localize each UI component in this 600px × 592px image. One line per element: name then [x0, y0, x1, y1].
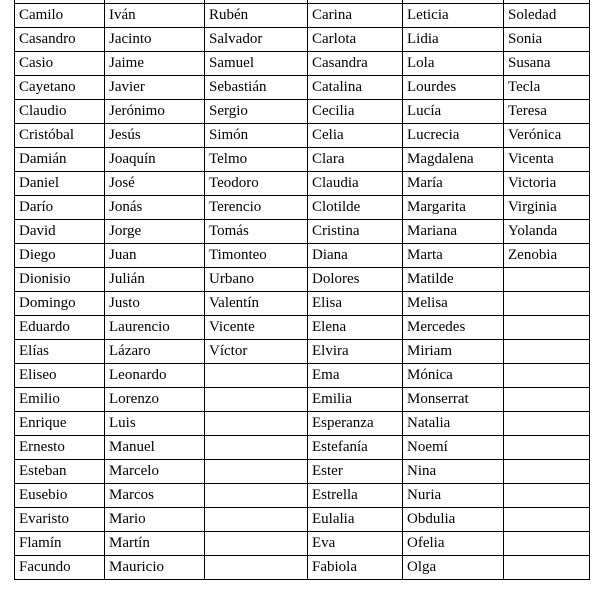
table-cell: Luis: [105, 412, 205, 436]
table-cell: Cristóbal: [15, 124, 105, 148]
table-cell: Monserrat: [403, 388, 504, 412]
table-cell: Tomás: [205, 220, 308, 244]
table-cell: Darío: [15, 196, 105, 220]
table-cell: Leticia: [403, 4, 504, 28]
table-row: [15, 556, 590, 580]
table-cell: Mario: [105, 508, 205, 532]
table-cell: [205, 532, 308, 556]
table-cell: Casio: [15, 52, 105, 76]
table-cell: [504, 316, 590, 340]
table-cell: Vicenta: [504, 148, 590, 172]
table-cell: Eliseo: [15, 364, 105, 388]
table-cell: Elías: [15, 340, 105, 364]
names-table-body: [15, 0, 590, 580]
table-cell: Clotilde: [308, 196, 403, 220]
table-cell: Elena: [308, 316, 403, 340]
table-row: [15, 364, 590, 388]
table-cell: Martín: [105, 532, 205, 556]
table-cell: Lucrecia: [403, 124, 504, 148]
table-cell: Rubén: [205, 4, 308, 28]
table-cell: [504, 508, 590, 532]
table-cell: Sonia: [504, 28, 590, 52]
table-cell: Justo: [105, 292, 205, 316]
table-row: [15, 100, 590, 124]
table-cell: [504, 484, 590, 508]
table-cell: Dionisio: [15, 268, 105, 292]
table-cell: Virginia: [504, 196, 590, 220]
table-row: [15, 220, 590, 244]
table-cell: Zenobia: [504, 244, 590, 268]
table-cell: [205, 460, 308, 484]
table-cell: [504, 388, 590, 412]
table-cell: Casandro: [15, 28, 105, 52]
table-cell: [504, 460, 590, 484]
table-cell: Timonteo: [205, 244, 308, 268]
table-cell: Damián: [15, 148, 105, 172]
table-cell: Melisa: [403, 292, 504, 316]
table-cell: Clara: [308, 148, 403, 172]
table-cell: Esperanza: [308, 412, 403, 436]
table-cell: Miriam: [403, 340, 504, 364]
table-cell: [504, 340, 590, 364]
table-cell: Soledad: [504, 4, 590, 28]
table-cell: Lidia: [403, 28, 504, 52]
table-cell: Susana: [504, 52, 590, 76]
table-cell: [205, 484, 308, 508]
table-cell: Nina: [403, 460, 504, 484]
table-cell: Valentín: [205, 292, 308, 316]
table-cell: Jerónimo: [105, 100, 205, 124]
table-row: [15, 292, 590, 316]
table-cell: José: [105, 172, 205, 196]
table-cell: [205, 364, 308, 388]
table-cell: Esteban: [15, 460, 105, 484]
table-cell: Eusebio: [15, 484, 105, 508]
table-row: [15, 76, 590, 100]
table-cell: Enrique: [15, 412, 105, 436]
table-cell: Estrella: [308, 484, 403, 508]
table-cell: Javier: [105, 76, 205, 100]
table-cell: Jacinto: [105, 28, 205, 52]
table-row: [15, 172, 590, 196]
table-cell: [504, 556, 590, 580]
table-cell: Lázaro: [105, 340, 205, 364]
table-cell: Mariana: [403, 220, 504, 244]
table-cell: Eulalia: [308, 508, 403, 532]
table-row: [15, 4, 590, 28]
table-cell: [504, 268, 590, 292]
table-cell: Eva: [308, 532, 403, 556]
table-cell: Victoria: [504, 172, 590, 196]
table-row: [15, 508, 590, 532]
table-cell: Jorge: [105, 220, 205, 244]
table-cell: Flamín: [15, 532, 105, 556]
table-cell: David: [15, 220, 105, 244]
table-row: [15, 268, 590, 292]
table-cell: Mercedes: [403, 316, 504, 340]
table-cell: Telmo: [205, 148, 308, 172]
table-cell: [205, 556, 308, 580]
table-cell: Diana: [308, 244, 403, 268]
table-cell: [504, 412, 590, 436]
table-cell: Marta: [403, 244, 504, 268]
table-cell: [205, 508, 308, 532]
table-cell: Fabiola: [308, 556, 403, 580]
table-cell: Mauricio: [105, 556, 205, 580]
table-row: [15, 196, 590, 220]
table-row: [15, 28, 590, 52]
table-cell: Marcelo: [105, 460, 205, 484]
table-cell: Evaristo: [15, 508, 105, 532]
table-cell: Salvador: [205, 28, 308, 52]
table-cell: María: [403, 172, 504, 196]
table-cell: Lorenzo: [105, 388, 205, 412]
table-cell: Marcos: [105, 484, 205, 508]
table-cell: Teodoro: [205, 172, 308, 196]
table-cell: Facundo: [15, 556, 105, 580]
table-cell: Camilo: [15, 4, 105, 28]
table-row: [15, 148, 590, 172]
table-cell: Lucía: [403, 100, 504, 124]
table-cell: Jesús: [105, 124, 205, 148]
table-cell: Estefanía: [308, 436, 403, 460]
table-cell: [205, 412, 308, 436]
table-cell: Julián: [105, 268, 205, 292]
table-cell: Mónica: [403, 364, 504, 388]
table-cell: Joaquín: [105, 148, 205, 172]
table-cell: Samuel: [205, 52, 308, 76]
table-cell: [504, 292, 590, 316]
table-cell: Jaime: [105, 52, 205, 76]
table-row: [15, 532, 590, 556]
table-cell: Yolanda: [504, 220, 590, 244]
table-cell: Ofelia: [403, 532, 504, 556]
table-cell: [205, 388, 308, 412]
table-cell: Vicente: [205, 316, 308, 340]
table-cell: Juan: [105, 244, 205, 268]
table-cell: Magdalena: [403, 148, 504, 172]
table-cell: Sebastián: [205, 76, 308, 100]
table-row: [15, 460, 590, 484]
table-cell: Cecilia: [308, 100, 403, 124]
table-cell: Olga: [403, 556, 504, 580]
table-cell: Domingo: [15, 292, 105, 316]
table-row: [15, 388, 590, 412]
table-cell: Lourdes: [403, 76, 504, 100]
table-cell: [504, 436, 590, 460]
table-cell: Iván: [105, 4, 205, 28]
table-cell: Tecla: [504, 76, 590, 100]
table-row: [15, 484, 590, 508]
table-cell: Catalina: [308, 76, 403, 100]
table-cell: Elvira: [308, 340, 403, 364]
table-cell: Diego: [15, 244, 105, 268]
table-cell: Urbano: [205, 268, 308, 292]
table-cell: Casandra: [308, 52, 403, 76]
table-cell: Jonás: [105, 196, 205, 220]
table-cell: Elisa: [308, 292, 403, 316]
table-cell: Nuria: [403, 484, 504, 508]
table-cell: Margarita: [403, 196, 504, 220]
table-cell: Ema: [308, 364, 403, 388]
table-cell: [205, 436, 308, 460]
table-cell: Verónica: [504, 124, 590, 148]
table-cell: Natalia: [403, 412, 504, 436]
table-cell: Claudio: [15, 100, 105, 124]
table-cell: [504, 532, 590, 556]
table-cell: Carlota: [308, 28, 403, 52]
table-cell: Matilde: [403, 268, 504, 292]
table-cell: Laurencio: [105, 316, 205, 340]
table-cell: Cristina: [308, 220, 403, 244]
table-cell: Manuel: [105, 436, 205, 460]
table-cell: Emilio: [15, 388, 105, 412]
table-cell: Sergio: [205, 100, 308, 124]
table-cell: Emilia: [308, 388, 403, 412]
table-row: [15, 124, 590, 148]
table-row: [15, 52, 590, 76]
table-row: [15, 412, 590, 436]
table-cell: Lola: [403, 52, 504, 76]
table-row: [15, 244, 590, 268]
names-table: [14, 0, 590, 580]
table-cell: Terencio: [205, 196, 308, 220]
table-cell: Simón: [205, 124, 308, 148]
table-cell: Leonardo: [105, 364, 205, 388]
table-row: [15, 340, 590, 364]
table-cell: Víctor: [205, 340, 308, 364]
table-cell: Eduardo: [15, 316, 105, 340]
table-cell: Celia: [308, 124, 403, 148]
table-cell: Carina: [308, 4, 403, 28]
table-cell: Noemí: [403, 436, 504, 460]
table-row: [15, 316, 590, 340]
table-cell: Daniel: [15, 172, 105, 196]
names-table-wrapper: [14, 0, 590, 580]
table-cell: Ester: [308, 460, 403, 484]
table-row: [15, 436, 590, 460]
table-cell: Dolores: [308, 268, 403, 292]
table-cell: Ernesto: [15, 436, 105, 460]
table-cell: Obdulia: [403, 508, 504, 532]
table-cell: Cayetano: [15, 76, 105, 100]
table-cell: [504, 364, 590, 388]
table-cell: Teresa: [504, 100, 590, 124]
table-cell: Claudia: [308, 172, 403, 196]
